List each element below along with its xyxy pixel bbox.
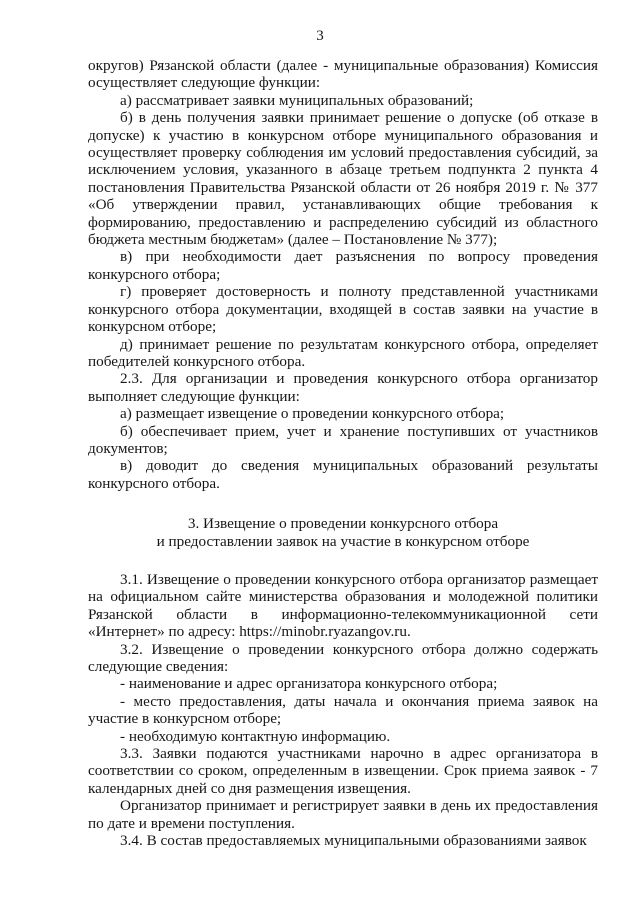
paragraph-2-3: 2.3. Для организации и проведения конкурсного отбора организатор выполняет следующие функции: xyxy=(88,370,598,405)
section-3-heading xyxy=(88,515,598,550)
list-item-a: а) рассматривает заявки муниципальных образований; xyxy=(120,91,474,109)
organizer-item-v: в) доводит до сведения муниципальных образований результаты конкурсного отбора. xyxy=(88,457,598,492)
list-item-d: д) принимает решение по результатам конкурсного отбора, определяет победителей конкурсного отбора. xyxy=(88,335,598,370)
section-3-heading-line2: и предоставлении заявок на участие в конкурсном отборе xyxy=(156,532,530,550)
notice-item-contacts: - необходимую контактную информацию. xyxy=(120,727,391,745)
page-number: 3 xyxy=(316,28,324,44)
notice-item-place-dates: - место предоставления, даты начала и окончания приема заявок на участие в конкурсном отборе; xyxy=(88,692,598,728)
notice-item-name-address: - наименование и адрес организатора конкурсного отбора; xyxy=(120,675,498,693)
organizer-item-b: б) обеспечивает прием, учет и хранение поступивших от участников документов; xyxy=(88,422,598,457)
paragraph-3-1: 3.1. Извещение о проведении конкурсного отбора организатор размещает на официальном сайте министерства образования и молодежной политики Рязанской области в информационно-телекоммуникационной сети «Интернет» по адресу: https://minobr.ryazangov.ru. xyxy=(88,570,598,641)
paragraph-3-2: 3.2. Извещение о проведении конкурсного отбора должно содержать следующие сведения: xyxy=(88,640,598,675)
paragraph-commission-functions-intro: округов) Рязанской области (далее - муниципальные образования) Комиссия осуществляет следующие функции: xyxy=(88,57,598,92)
paragraph-3-3: 3.3. Заявки подаются участниками нарочно в адрес организатора в соответствии со сроком, определенным в извещении. Срок приема заявок - 7 календарных дней со дня размещения извещения. xyxy=(88,745,598,797)
organizer-item-a: а) размещает извещение о проведении конкурсного отбора; xyxy=(120,405,505,423)
section-3-heading-line1: 3. Извещение о проведении конкурсного отбора xyxy=(187,515,499,533)
paragraph-3-4: 3.4. В состав предоставляемых муниципальными образованиями заявок xyxy=(120,832,587,850)
document-body xyxy=(88,57,598,849)
paragraph-registration: Организатор принимает и регистрирует заявки в день их предоставления по дате и времени поступления. xyxy=(88,797,598,832)
list-item-g: г) проверяет достоверность и полноту представленной участниками конкурсного отбора документации, входящей в состав заявки на участие в конкурсном отборе; xyxy=(88,283,598,336)
list-item-b: б) в день получения заявки принимает решение о допуске (об отказе в допуске) к участию в конкурсном отборе муниципального образования и осуществляет проверку соблюдения им условий предоставления субсидий, за исключением условия, указанного в абзаце третьем подпункта 2 пункта 4 постановления Правительства Рязанской области от 26 ноября 2019 г. № 377 «Об утверждении правил, устанавливающих общие требования к формированию, предоставлению и распределению субсидий из областного бюджета местным бюджетам» (далее – Постановление № 377); xyxy=(88,109,598,249)
list-item-v: в) при необходимости дает разъяснения по вопросу проведения конкурсного отбора; xyxy=(88,248,598,283)
